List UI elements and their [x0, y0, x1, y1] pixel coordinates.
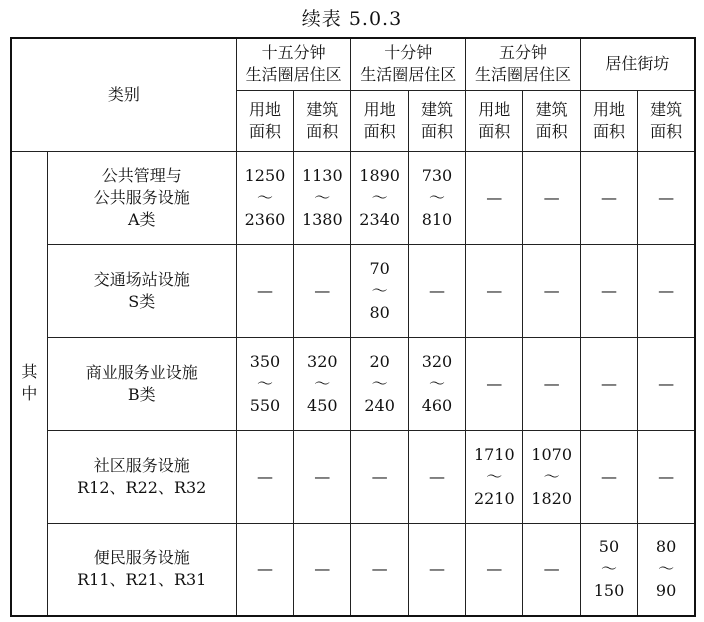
- table-cell: [351, 337, 408, 430]
- table-cell: [236, 337, 293, 430]
- subheader-block-land-area: 用地 面积: [580, 90, 637, 151]
- range-separator: ～: [658, 559, 675, 579]
- empty-dash: —: [256, 559, 273, 579]
- row-category: 商业服务业设施 B类: [47, 337, 236, 430]
- table-row: [11, 244, 695, 337]
- table-cell: [294, 523, 351, 616]
- table-cell: [638, 430, 695, 523]
- empty-dash: —: [658, 373, 675, 393]
- range-to: 2210: [473, 488, 515, 508]
- empty-dash: —: [658, 466, 675, 486]
- range-separator: ～: [371, 187, 388, 207]
- table-caption: 续表 5.0.3: [301, 8, 403, 30]
- range-from: 320: [307, 351, 338, 371]
- header-district-10min: 十分钟 生活圈居住区: [351, 38, 466, 90]
- table-cell: [638, 151, 695, 244]
- empty-dash: —: [371, 466, 388, 486]
- header-district-5min: 五分钟 生活圈居住区: [466, 38, 581, 90]
- row-category: 交通场站设施 S类: [47, 244, 236, 337]
- empty-dash: —: [314, 280, 331, 300]
- range-from: 350: [249, 351, 281, 371]
- empty-dash: —: [428, 559, 445, 579]
- range-to: 450: [307, 395, 338, 415]
- range-separator: ～: [428, 187, 445, 207]
- range-to: 1380: [301, 209, 343, 229]
- table-cell: [408, 430, 465, 523]
- empty-dash: —: [486, 187, 503, 207]
- row-category: 社区服务设施 R12、R22、R32: [47, 430, 236, 523]
- empty-dash: —: [486, 280, 503, 300]
- range-from: 1070: [531, 444, 572, 464]
- subheader-10min-building-area: 建筑 面积: [408, 90, 465, 151]
- subheader-block-building-area: 建筑 面积: [638, 90, 695, 151]
- row-category: 公共管理与 公共服务设施 A类: [47, 151, 236, 244]
- table-row: [11, 523, 695, 616]
- range-to: 80: [369, 302, 390, 322]
- range-from: 320: [421, 351, 453, 371]
- range-to: 2340: [359, 209, 400, 229]
- subheader-15min-land-area: 用地 面积: [236, 90, 293, 151]
- table-cell: [466, 244, 523, 337]
- range-separator: ～: [543, 466, 560, 486]
- range-to: 2360: [244, 209, 286, 229]
- range-to: 810: [421, 209, 453, 229]
- header-row-districts: [11, 38, 695, 90]
- table-cell: [523, 151, 580, 244]
- table-row: [11, 337, 695, 430]
- subheader-10min-land-area: 用地 面积: [351, 90, 408, 151]
- land-area-table: [10, 37, 696, 617]
- range-to: 460: [421, 395, 453, 415]
- table-cell: [294, 430, 351, 523]
- table-cell: [523, 523, 580, 616]
- side-label: 其 中: [11, 151, 47, 616]
- subheader-5min-land-area: 用地 面积: [466, 90, 523, 151]
- table-cell: [408, 523, 465, 616]
- range-to: 550: [249, 395, 281, 415]
- range-separator: ～: [256, 373, 273, 393]
- subheader-15min-building-area: 建筑 面积: [294, 90, 351, 151]
- empty-dash: —: [371, 559, 388, 579]
- range-separator: ～: [256, 187, 273, 207]
- empty-dash: —: [543, 280, 560, 300]
- table-cell: [294, 244, 351, 337]
- range-separator: ～: [428, 373, 445, 393]
- range-from: 50: [598, 537, 620, 557]
- range-separator: ～: [371, 280, 388, 300]
- table-cell: [638, 244, 695, 337]
- range-from: 1130: [301, 165, 343, 185]
- range-from: 1250: [244, 165, 286, 185]
- empty-dash: —: [256, 280, 273, 300]
- empty-dash: —: [543, 559, 560, 579]
- table-cell: [351, 430, 408, 523]
- table-cell: [580, 337, 637, 430]
- table-cell: [466, 151, 523, 244]
- table-cell: [523, 337, 580, 430]
- range-from: 70: [369, 258, 390, 278]
- range-from: 730: [421, 165, 453, 185]
- table-cell: [236, 430, 293, 523]
- table-cell: [638, 337, 695, 430]
- range-from: 1890: [359, 165, 400, 185]
- table-row: [11, 430, 695, 523]
- table-cell: [408, 337, 465, 430]
- empty-dash: —: [256, 466, 273, 486]
- table-cell: [580, 523, 637, 616]
- empty-dash: —: [486, 373, 503, 393]
- empty-dash: —: [543, 187, 560, 207]
- range-separator: ～: [371, 373, 388, 393]
- empty-dash: —: [600, 187, 617, 207]
- table-cell: [236, 523, 293, 616]
- range-separator: ～: [314, 373, 331, 393]
- table-cell: [580, 151, 637, 244]
- header-district-block: 居住街坊: [580, 38, 695, 90]
- table-cell: [236, 244, 293, 337]
- empty-dash: —: [428, 466, 445, 486]
- empty-dash: —: [658, 187, 675, 207]
- subheader-5min-building-area: 建筑 面积: [523, 90, 580, 151]
- header-district-15min: 十五分钟 生活圈居住区: [236, 38, 351, 90]
- empty-dash: —: [600, 466, 617, 486]
- table-cell: [638, 523, 695, 616]
- range-separator: ～: [486, 466, 503, 486]
- empty-dash: —: [543, 373, 560, 393]
- range-separator: ～: [314, 187, 331, 207]
- table-body: [11, 151, 695, 616]
- range-to: 150: [593, 581, 625, 601]
- table-cell: [351, 151, 408, 244]
- range-separator: ～: [600, 559, 617, 579]
- row-category: 便民服务设施 R11、R21、R31: [47, 523, 236, 616]
- empty-dash: —: [658, 280, 675, 300]
- empty-dash: —: [314, 466, 331, 486]
- header-category: 类别: [11, 38, 236, 151]
- table-cell: [466, 430, 523, 523]
- empty-dash: —: [314, 559, 331, 579]
- empty-dash: —: [428, 280, 445, 300]
- range-to: 240: [364, 395, 395, 415]
- range-to: 90: [655, 581, 677, 601]
- table-cell: [580, 430, 637, 523]
- range-from: 80: [655, 537, 677, 557]
- table-cell: [408, 151, 465, 244]
- empty-dash: —: [600, 280, 617, 300]
- table-row: [11, 151, 695, 244]
- table-cell: [294, 337, 351, 430]
- table-cell: [466, 337, 523, 430]
- table-cell: [408, 244, 465, 337]
- table-cell: [523, 244, 580, 337]
- table-cell: [351, 244, 408, 337]
- range-from: 20: [369, 351, 390, 371]
- table-cell: [523, 430, 580, 523]
- table-cell: [580, 244, 637, 337]
- table-cell: [294, 151, 351, 244]
- empty-dash: —: [486, 559, 503, 579]
- table-cell: [236, 151, 293, 244]
- table-cell: [466, 523, 523, 616]
- range-to: 1820: [531, 488, 572, 508]
- table-cell: [351, 523, 408, 616]
- range-from: 1710: [473, 444, 515, 464]
- empty-dash: —: [600, 373, 617, 393]
